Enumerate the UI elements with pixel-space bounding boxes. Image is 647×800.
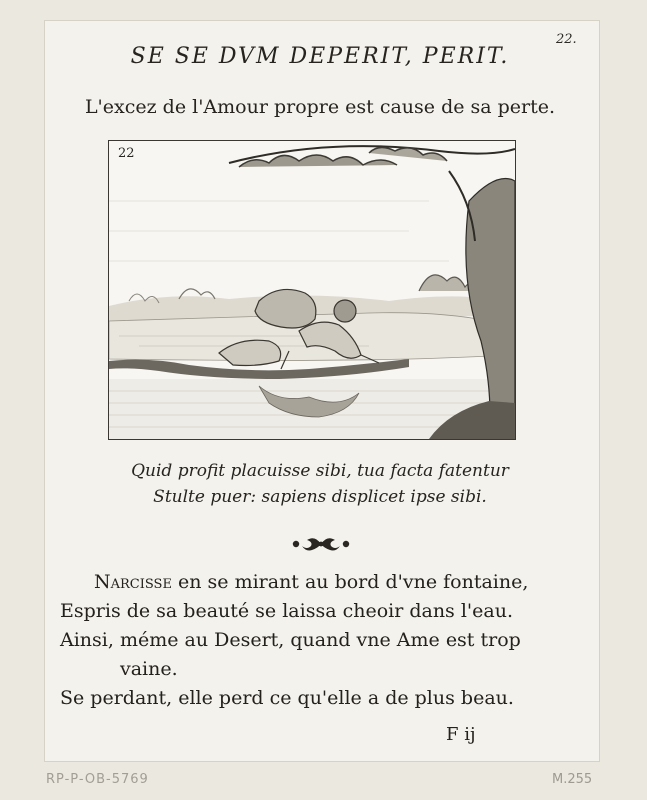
engraving-plate	[108, 140, 516, 440]
poem-line	[60, 655, 590, 684]
motto-heading: SE SE DVM DEPERIT, PERIT.	[130, 44, 510, 69]
inventory-number: RP-P-OB-5769	[46, 772, 149, 787]
narcissus-engraving	[109, 141, 515, 439]
signature-mark: F ij	[446, 724, 476, 745]
plate-number: 22	[118, 146, 135, 161]
latin-verse-line: Stulte puer: sapiens displicet ipse sibi.	[153, 487, 487, 507]
poem-lead-word: Narcisse	[94, 571, 172, 593]
inventory-mark: M.255	[552, 772, 593, 787]
poem-line-text: Espris de sa beauté se laissa cheoir dans l'eau.	[60, 600, 513, 622]
poem-line	[60, 568, 590, 597]
latin-verse-line: Quid profit placuisse sibi, tua facta fatentur	[131, 461, 509, 481]
poem-line	[60, 597, 590, 626]
poem-line	[60, 684, 590, 713]
latin-verse	[100, 458, 540, 510]
page-number: 22.	[556, 32, 577, 47]
poem-line-text: Ainsi, méme au Desert, quand vne Ame est trop	[60, 629, 521, 651]
subtitle: L'excez de l'Amour propre est cause de sa perte.	[84, 96, 556, 118]
french-poem	[60, 568, 590, 713]
poem-line-text: vaine.	[120, 658, 178, 680]
poem-line	[60, 626, 590, 655]
fleuron-ornament-icon	[290, 534, 352, 558]
poem-line-text: Se perdant, elle perd ce qu'elle a de plus beau.	[60, 687, 514, 709]
poem-line-text: en se mirant au bord d'vne fontaine,	[171, 571, 529, 593]
